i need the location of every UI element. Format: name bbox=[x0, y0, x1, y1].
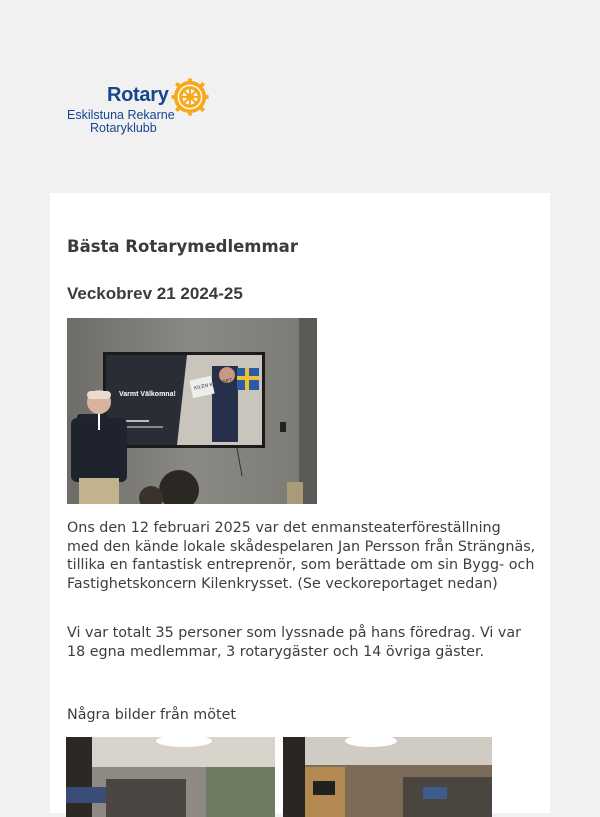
screen-sign-text: KILEN KRYSSET bbox=[193, 377, 234, 392]
gallery-photo-image bbox=[283, 737, 492, 817]
gallery-photo[interactable] bbox=[66, 737, 275, 817]
gallery-photo-image bbox=[66, 737, 275, 817]
screen-title-text: Varmt Välkomna! bbox=[119, 391, 176, 398]
logo-club-line2: Rotaryklubb bbox=[90, 121, 157, 135]
meeting-photo[interactable] bbox=[67, 318, 317, 504]
greeting-heading: Bästa Rotarymedlemmar bbox=[67, 237, 298, 256]
logo-club-line1: Eskilstuna Rekarne bbox=[67, 108, 175, 122]
meeting-photo-image bbox=[67, 318, 317, 504]
newsletter-paragraph: Ons den 12 februari 2025 var det enmansteaterföreställning med den kände lokale skådespelaren Jan Persson från Strängnäs, tillika en fantastisk entreprenör, som berättade om sin Bygg- och Fastighetskoncern Kilenkrysset. (Se veckoreportaget nedan) bbox=[67, 520, 536, 592]
logo-wordmark: Rotary bbox=[107, 84, 169, 106]
gallery-heading: Några bilder från mötet bbox=[67, 707, 236, 723]
newsletter-paragraph: Vi var totalt 35 personer som lyssnade på hans föredrag. Vi var 18 egna medlemmar, 3 rotarygäster och 14 övriga gäster. bbox=[67, 625, 522, 660]
rotary-logo[interactable] bbox=[67, 76, 217, 138]
newsletter-subtitle: Veckobrev 21 2024-25 bbox=[67, 284, 243, 303]
newsletter-card bbox=[50, 193, 550, 813]
gallery-photo[interactable] bbox=[283, 737, 492, 817]
rotary-wheel-icon bbox=[171, 78, 209, 116]
